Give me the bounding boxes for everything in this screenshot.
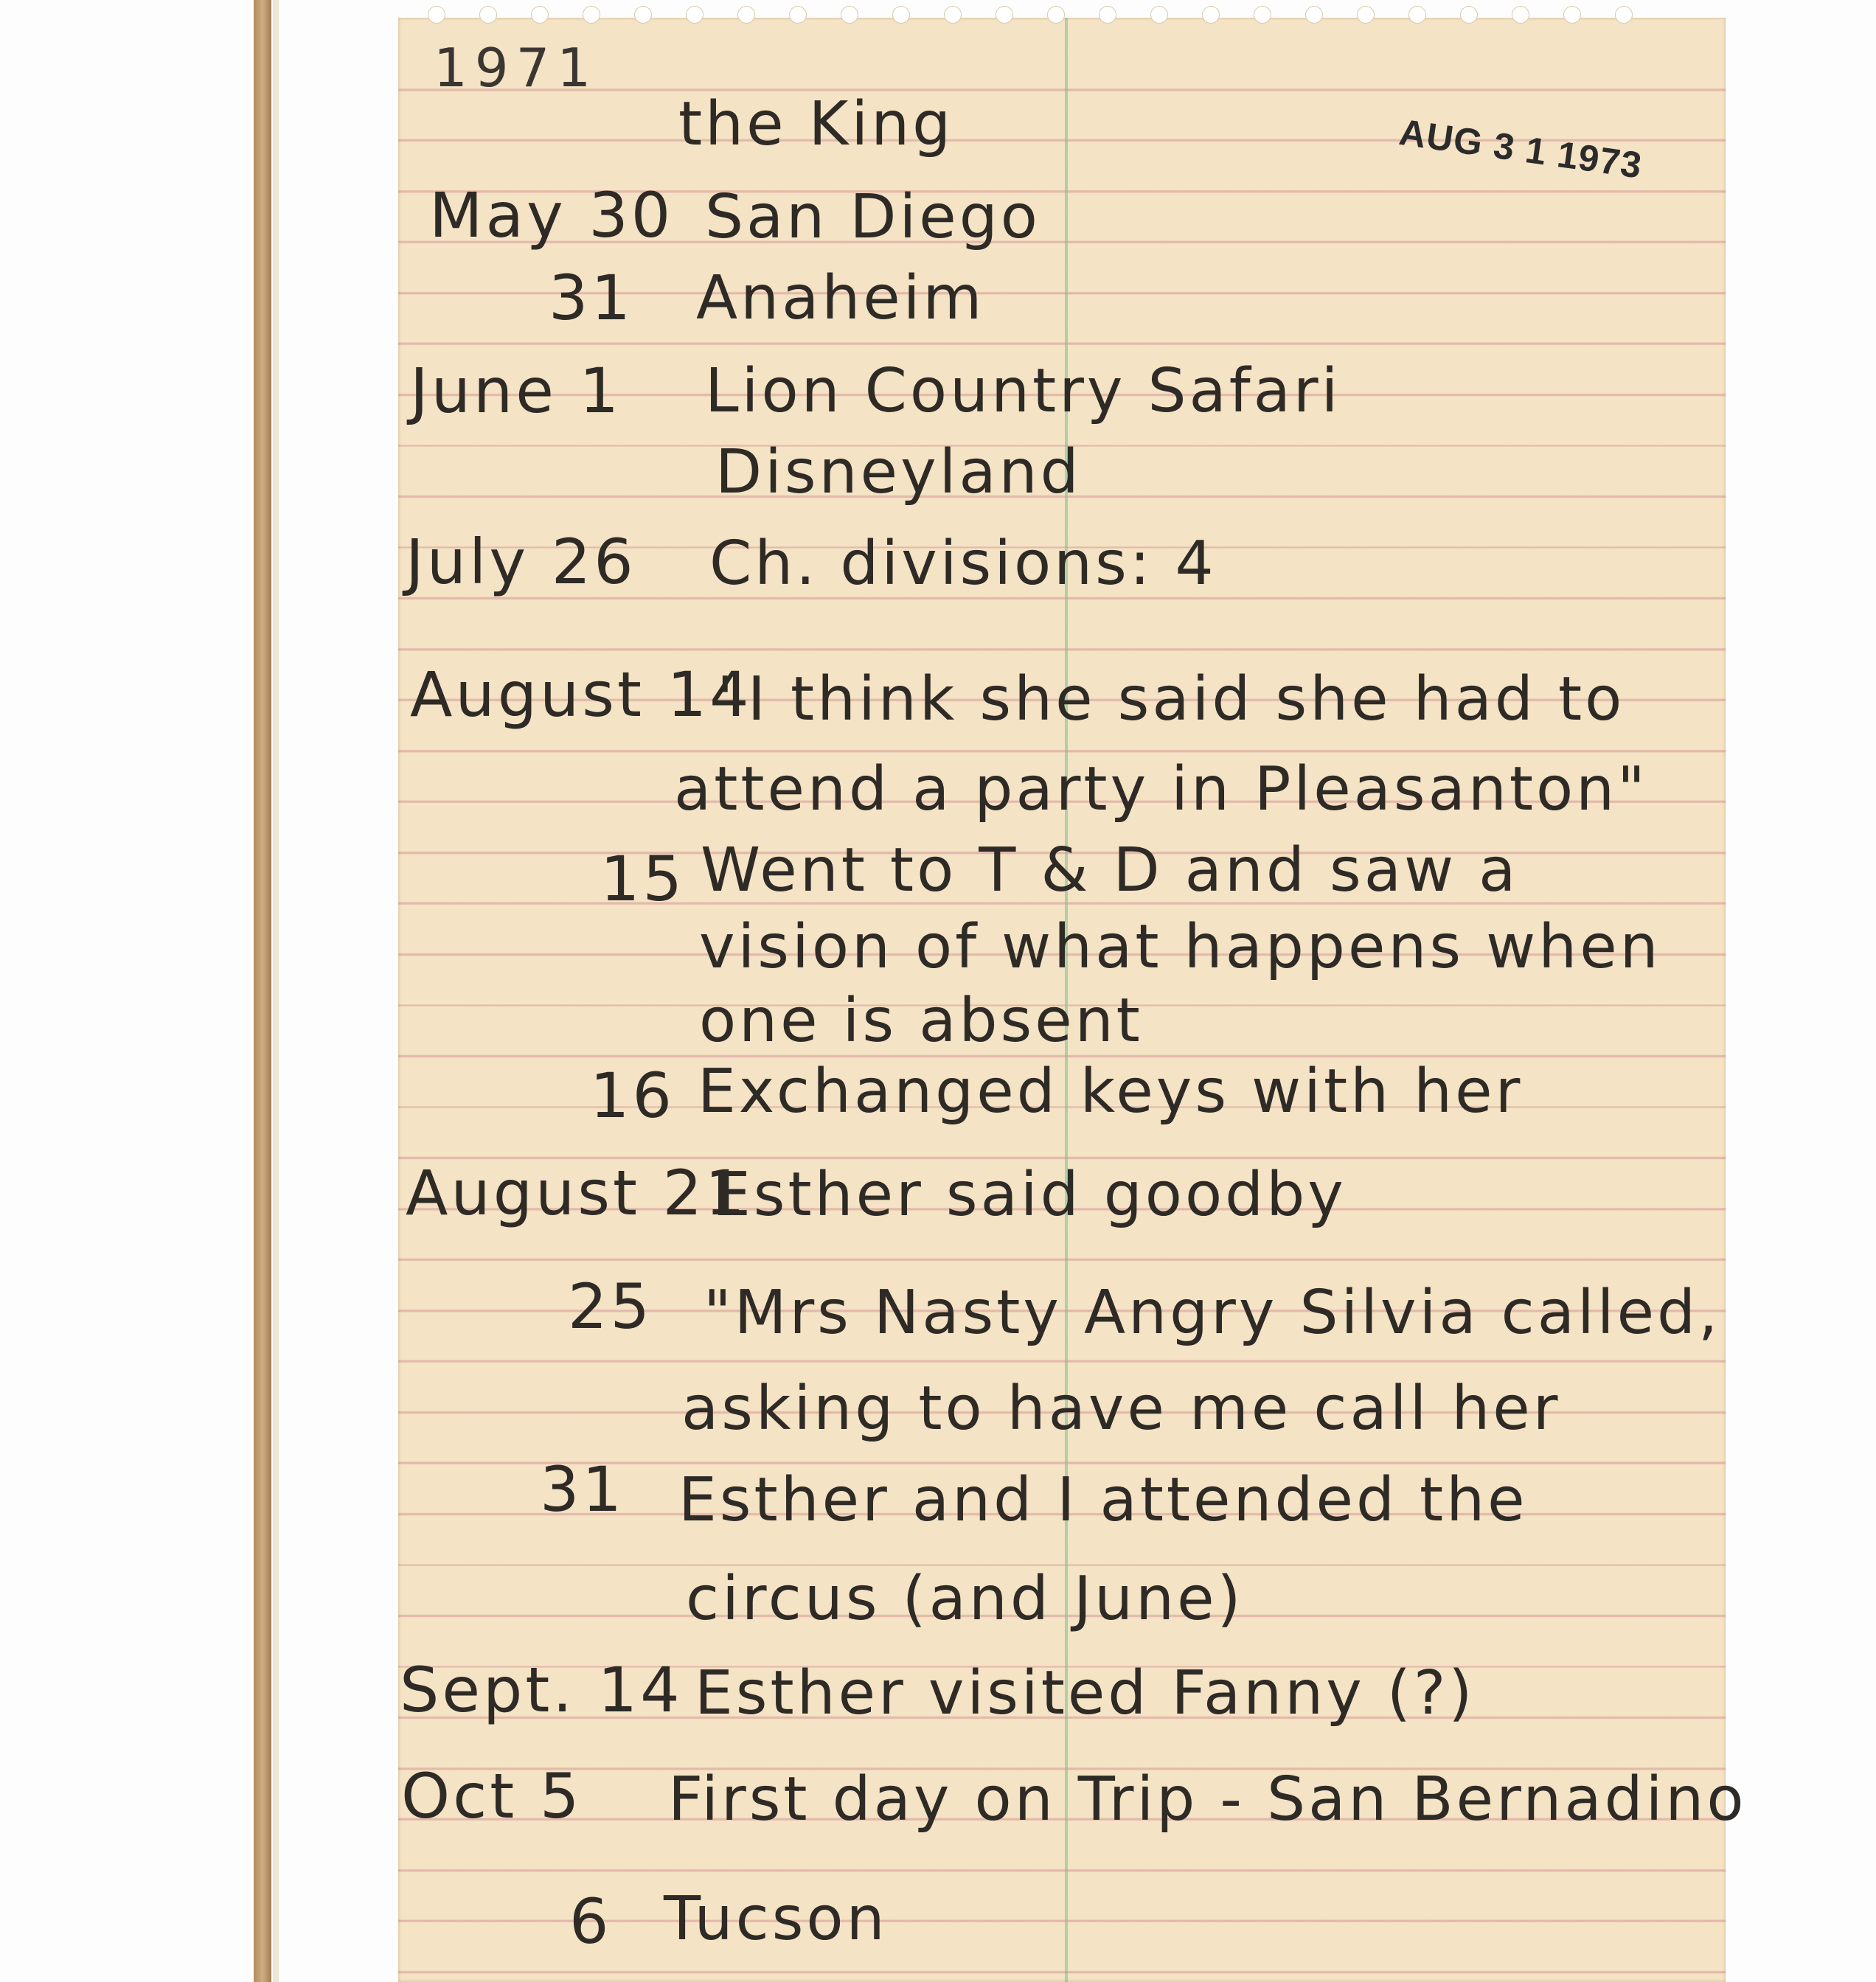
perforation-hole (1357, 6, 1375, 24)
entry-date: 31 (540, 1453, 625, 1526)
entry-date: May 30 (429, 179, 674, 251)
entry-date: Sept. 14 (400, 1654, 683, 1726)
perforation-hole (583, 6, 600, 24)
date-stamp: AUG 3 1 1973 (1397, 111, 1645, 187)
entry-date: August 21 (406, 1157, 748, 1229)
entry-date: 31 (549, 262, 633, 334)
perforation-hole (944, 6, 962, 24)
entry-text: Disneyland (715, 437, 1082, 507)
heading: the King (678, 89, 954, 159)
perforation-hole (1047, 6, 1065, 24)
entry-date: 25 (568, 1270, 653, 1343)
entry-text: Esther visited Fanny (?) (695, 1658, 1476, 1728)
entry-text: circus (and June) (686, 1564, 1244, 1634)
entry-text: Tucson (664, 1884, 888, 1954)
perforation-hole (1099, 6, 1116, 24)
perforation-hole (892, 6, 910, 24)
clipboard-highlight (273, 0, 279, 1982)
perforation-hole (1305, 6, 1323, 24)
perforation-hole (1460, 6, 1478, 24)
entry-text: Went to T & D and saw a (701, 835, 1519, 905)
perforation-hole (1512, 6, 1529, 24)
entry-text: First day on Trip - San Bernadino (668, 1764, 1747, 1835)
entry-date: 15 (600, 843, 685, 915)
perforation-hole (1615, 6, 1633, 24)
entry-text: Esther said goodby (712, 1160, 1347, 1230)
perforation-hole (1408, 6, 1426, 24)
entry-text: "I think she said she had to (717, 664, 1625, 734)
entry-text: Esther and I attended the (678, 1465, 1528, 1535)
entry-text: Lion Country Safari (705, 356, 1341, 426)
perforation-hole (634, 6, 652, 24)
entry-date: 16 (590, 1060, 675, 1132)
perforation-hole (1150, 6, 1168, 24)
perforation-hole (737, 6, 755, 24)
entry-text: "Mrs Nasty Angry Silvia called, (704, 1278, 1721, 1348)
entry-text: vision of what happens when (699, 912, 1661, 982)
perforation-hole (1563, 6, 1581, 24)
entry-text: Anaheim (696, 263, 985, 333)
perforation-holes (413, 6, 1755, 28)
year: 1971 (434, 37, 599, 99)
entry-text: Ch. divisions: 4 (709, 529, 1217, 599)
entry-text: attend a party in Pleasanton" (674, 754, 1648, 824)
perforation-hole (686, 6, 704, 24)
perforation-hole (841, 6, 858, 24)
perforation-hole (996, 6, 1013, 24)
entry-date: August 14 (410, 658, 752, 731)
entry-text: one is absent (699, 986, 1143, 1056)
perforation-hole (1254, 6, 1271, 24)
clipboard-edge (254, 0, 271, 1982)
entry-text: asking to have me call her (681, 1374, 1561, 1444)
perforation-hole (789, 6, 807, 24)
perforation-hole (479, 6, 497, 24)
entry-date: June 1 (410, 355, 622, 427)
perforation-hole (531, 6, 549, 24)
perforation-hole (1202, 6, 1220, 24)
perforation-hole (428, 6, 445, 24)
entry-date: 6 (569, 1885, 612, 1958)
entry-date: Oct 5 (401, 1760, 583, 1832)
entry-text: San Diego (705, 182, 1041, 252)
entry-text: Exchanged keys with her (698, 1057, 1524, 1127)
entry-date: July 26 (406, 526, 636, 598)
